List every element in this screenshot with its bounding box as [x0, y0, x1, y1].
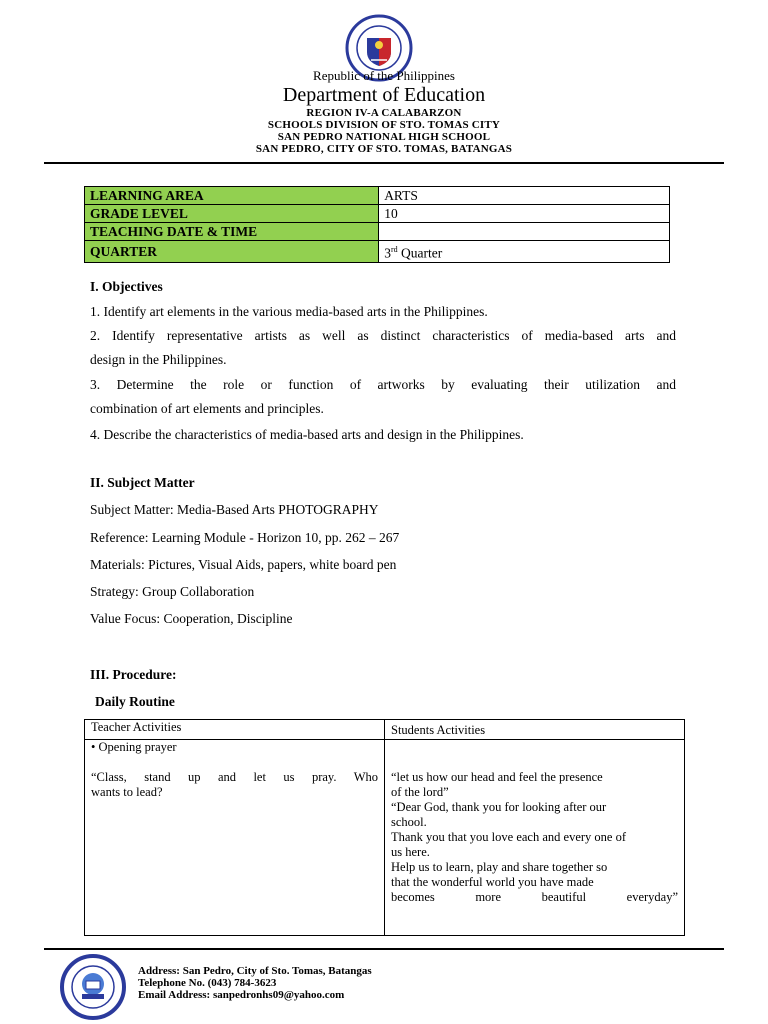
objective-item: 3. Determine the role or function of artworks by evaluating their utilization and [90, 377, 676, 392]
division-line: SCHOOLS DIVISION OF STO. TOMAS CITY [267, 119, 501, 131]
subject-matter-heading: II. Subject Matter [90, 475, 195, 490]
location-line: SAN PEDRO, CITY OF STO. TOMAS, BATANGAS [255, 143, 513, 155]
reference-line: Reference: Learning Module - Horizon 10, pp. 262 – 267 [90, 530, 400, 545]
republic-line: Republic of the Philippines [313, 68, 455, 83]
materials-line: Materials: Pictures, Visual Aids, papers, white board pen [90, 557, 397, 572]
school-line: SAN PEDRO NATIONAL HIGH SCHOOL [277, 131, 491, 143]
student-line: that the wonderful world you have made [391, 875, 594, 889]
quarter-word: Quarter [397, 245, 443, 261]
objective-item: 2. Identify representative artists as well as distinct characteristics of media-based arts and [90, 328, 676, 343]
table-header-row [85, 720, 685, 740]
students-activities-header: Students Activities [385, 720, 685, 740]
procedure-heading: III. Procedure: [90, 667, 177, 682]
objectives-heading: I. Objectives [90, 279, 163, 294]
footer-email: Email Address: sanpedronhs09@yahoo.com [138, 989, 345, 1001]
info-value [379, 223, 670, 241]
strategy-line: Strategy: Group Collaboration [90, 584, 255, 599]
info-value: ARTS [379, 187, 670, 205]
procedure-table [84, 719, 685, 936]
info-value [379, 241, 670, 263]
lesson-info-table [84, 186, 670, 263]
student-line: Help us to learn, play and share together so [391, 860, 608, 874]
daily-routine-heading: Daily Routine [95, 694, 175, 709]
student-line: Thank you that you love each and every one of [391, 830, 626, 844]
region-line: REGION IV-A CALABARZON [306, 107, 462, 119]
teacher-line: wants to lead? [91, 785, 163, 799]
value-focus-line: Value Focus: Cooperation, Discipline [90, 611, 293, 626]
header-divider [44, 162, 724, 164]
table-row [85, 241, 670, 263]
info-label: TEACHING DATE & TIME [85, 223, 379, 241]
table-row [85, 187, 670, 205]
teacher-line: • Opening prayer [91, 740, 177, 754]
objective-item-cont: design in the Philippines. [90, 352, 227, 367]
table-row [85, 740, 685, 936]
quarter-suffix: rd [390, 245, 398, 254]
student-line: “let us how our head and feel the presence [391, 770, 603, 784]
subject-line: Subject Matter: Media-Based Arts PHOTOGRAPHY [90, 502, 379, 517]
quarter-number: 3 [384, 245, 391, 261]
table-row [85, 223, 670, 241]
footer-divider [44, 948, 724, 950]
teacher-line: “Class, stand up and let us pray. Who [91, 770, 378, 784]
student-cell [385, 740, 685, 936]
objective-item: 1. Identify art elements in the various media-based arts in the Philippines. [90, 304, 488, 319]
student-line: of the lord” [391, 785, 449, 799]
footer-telephone: Telephone No. (043) 784-3623 [138, 977, 277, 989]
objective-item: 4. Describe the characteristics of media-based arts and design in the Philippines. [90, 427, 524, 442]
student-line: school. [391, 815, 427, 829]
department-title: Department of Education [282, 84, 486, 106]
school-seal-logo [60, 954, 126, 1020]
info-label: GRADE LEVEL [85, 205, 379, 223]
student-line: becomes more beautiful everyday” [391, 890, 678, 904]
teacher-cell [85, 740, 385, 936]
student-line: “Dear God, thank you for looking after our [391, 800, 607, 814]
teacher-activities-header: Teacher Activities [85, 720, 385, 740]
footer-address: Address: San Pedro, City of Sto. Tomas, Batangas [138, 965, 372, 977]
table-row [85, 205, 670, 223]
info-label: LEARNING AREA [85, 187, 379, 205]
info-value: 10 [379, 205, 670, 223]
student-line: us here. [391, 845, 430, 859]
info-label: QUARTER [85, 241, 379, 263]
objective-item-cont: combination of art elements and principles. [90, 401, 324, 416]
